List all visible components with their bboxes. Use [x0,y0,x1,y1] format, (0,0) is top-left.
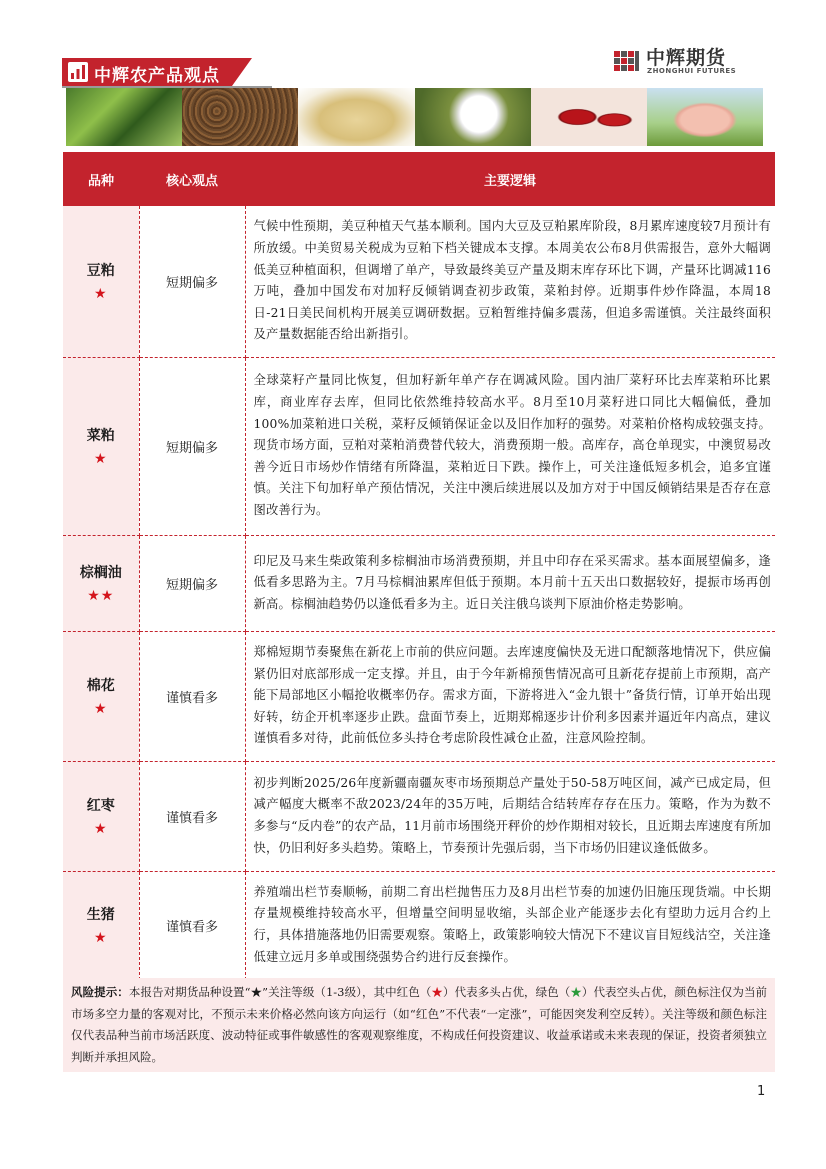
variety-name: 菜粕 [86,428,115,444]
main-logic: 气候中性预期，美豆种植天气基本顺利。国内大豆及豆粕累库阶段，8月累库速度较7月预计有所放缓。中美贸易关税成为豆粕下档关键成本支撑。本周美农公布8月供需报告，意外大幅调低美豆种植面积，但调增了单产，导致最终美豆产量及期末库存环比下调，产量环比调减116万吨，叠加中国发布对加籽反倾销调查初步政策，菜粕封停。近期事件炒作降温，本周18日-21日美民间机构开展美豆调研数据。豆粕暂维持偏多震荡，但追多需谨慎。关注最终面积及产量数据能否给出新指引。 [245,206,775,357]
pig-photo [647,88,763,146]
palm-oil-photo [298,88,414,146]
commodity-view-table [63,152,775,980]
core-view: 短期偏多 [139,206,245,357]
table-header-row [63,152,775,206]
table-row [63,357,775,535]
column-header-variety: 品种 [63,152,139,206]
soybean-plant-photo [66,88,182,146]
variety-name: 豆粕 [86,263,115,280]
table-row [63,206,775,357]
company-logo [614,45,764,77]
column-header-logic: 主要逻辑 [245,152,775,206]
risk-text-3: ）代表空头占优，颜色标注仅为当前市场多空力量的客观对比，不预示未来价格必然向该方向运行（如“红色”不代表“一定涨”，可能因突发利空反转）。关注等级和颜色标注仅代表品种当前市场活跃度、波动特征或事件敏感性的客观观察维度，不构成任何投资建议、收益承诺或未来表现的保证，投资者须独立判断并承担风险。 [71,985,768,1064]
red-star-icon: ★ [431,985,443,999]
risk-text-1: 本报告对期货品种设置“★”关注等级（1-3级），其中红色（ [128,985,432,999]
variety-name: 红枣 [86,798,115,814]
main-logic: 印尼及马来生柴政策利多棕榈油市场消费预期，并且中印存在采买需求。基本面展望偏多，逢低看多思路为主。7月马棕榈油累库但低于预期。本月前十五天出口数据较好，提振市场再创新高。棕榈油趋势仍以逢低看多为主。近日关注俄乌谈判下原油价格走势影响。 [245,535,775,631]
core-view: 谨慎看多 [139,871,245,979]
page-number: 1 [757,1084,766,1099]
column-header-view: 核心观点 [139,152,245,206]
main-logic: 养殖端出栏节奏顺畅，前期二育出栏抛售压力及8月出栏节奏的加速仍旧施压现货端。中长期存量规模维持较高水平，但增量空间明显收缩，头部企业产能逐步去化有望助力远月合约上行，具体措施落地仍旧需要观察。策略上，政策影响较大情况下不建议盲目短线沽空，关注逢低建立远月多单或围绕强势合约进行反套操作。 [245,871,775,979]
core-view: 短期偏多 [139,535,245,631]
red-jujube-photo [531,88,647,146]
logo-mark-icon [614,47,640,75]
variety-cell [63,761,139,871]
logo-name: 中辉期货 [646,47,727,69]
variety-cell [63,357,139,535]
variety-cell [63,206,139,357]
main-logic: 全球菜籽产量同比恢复，但加籽新年单产存在调减风险。国内油厂菜籽环比去库菜粕环比累库，商业库存去库，但同比依然维持较高水平。8月至10月菜籽进口同比大幅偏低，叠加100%加菜粕进口关税，菜籽反倾销保证金以及旧作加籽的强势。对菜粕价格构成较强支持。现货市场方面，豆粕对菜粕消费替代较大，消费预期一般。高库存，高仓单现实，中澳贸易改善今近日市场炒作情绪有所降温，菜粕近日下跌。操作上，可关注逢低短多机会，追多宜谨慎。关注下旬加籽单产预估情况，关注中澳后续进展以及加方对于中国反倾销结果是否存在意图改善行为。 [245,357,775,535]
risk-disclaimer [63,978,775,1072]
variety-cell [63,631,139,761]
report-title-bar [62,58,252,86]
variety-name: 棉花 [86,678,115,694]
star-icon: ★ [93,451,108,467]
table-row [63,871,775,979]
cotton-photo [415,88,531,146]
report-title: 中辉农产品观点 [94,66,220,86]
star-icon: ★ [93,286,108,303]
table-row [63,535,775,631]
logo-subtitle: ZHONGHUI FUTURES [647,67,737,75]
main-logic: 郑棉短期节奏聚焦在新花上市前的供应问题。去库速度偏快及无进口配额落地情况下，供应偏紧仍旧对底部形成一定支撑。并且，由于今年新棉预售情况高可且新花存提前上市预期，高产能下局部地区小幅抢收概率仍存。需求方面，下游将进入“金九银十”备货行情，订单开始出现好转，纺企开机率逐步止跌。盘面节奏上，近期郑棉逐步计价利多因素并逼近年内高点，建议谨慎看多对待，此前低位多头持仓考虑阶段性减仓止盈，注意风险控制。 [245,631,775,761]
star-icon: ★★ [87,588,115,604]
main-logic: 初步判断2025/26年度新疆南疆灰枣市场预期总产量处于50-58万吨区间，减产已成定局，但减产幅度大概率不敌2023/24年的35万吨，后期结合结转库存存在压力。策略，作为为数不多参与“反内卷”的农产品，11月前市场围绕开秤价的炒作期相对较长，且近期去库速度有所加快，仍旧利好多头趋势。策略上，节奏预计先强后弱，当下市场仍旧建议逢低做多。 [245,761,775,871]
risk-label: 风险提示： [71,985,129,999]
table-row [63,761,775,871]
variety-cell [63,871,139,979]
star-icon: ★ [93,821,108,837]
core-view: 短期偏多 [139,357,245,535]
star-icon: ★ [93,930,108,946]
core-view: 谨慎看多 [139,631,245,761]
page-header [0,0,826,150]
commodity-photo-strip [66,88,763,146]
risk-text-2: ）代表多头占优，绿色（ [443,985,571,999]
variety-name: 棕榈油 [79,565,122,581]
variety-name: 生猪 [86,907,115,923]
green-star-icon: ★ [570,985,582,999]
chart-icon [68,62,88,82]
star-icon: ★ [93,701,108,717]
variety-cell [63,535,139,631]
core-view: 谨慎看多 [139,761,245,871]
table-row [63,631,775,761]
rapeseed-photo [182,88,298,146]
